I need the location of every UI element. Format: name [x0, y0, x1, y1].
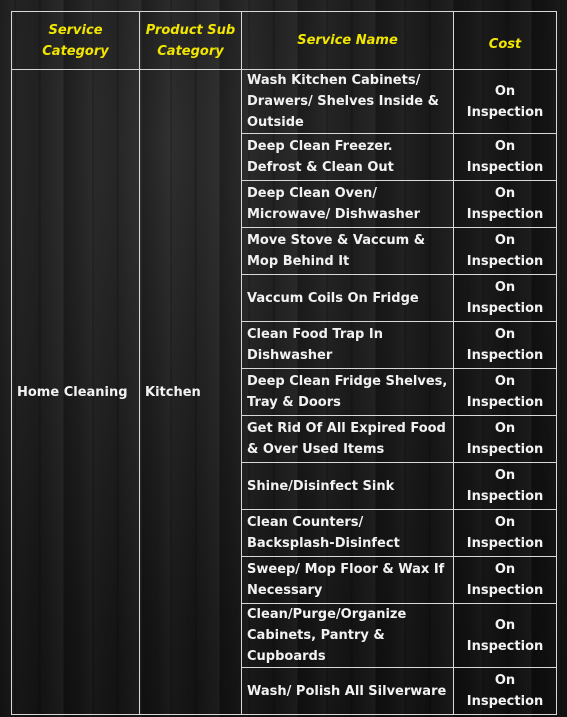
service-name-cell: Get Rid Of All Expired Food & Over Used Items — [242, 416, 454, 463]
service-name-cell: Deep Clean Freezer. Defrost & Clean Out — [242, 134, 454, 181]
service-name-cell: Vaccum Coils On Fridge — [242, 275, 454, 322]
service-category-cell: Home Cleaning — [12, 70, 140, 715]
service-name-cell: Deep Clean Fridge Shelves, Tray & Doors — [242, 369, 454, 416]
service-name-cell: Clean/Purge/Organize Cabinets, Pantry & Cupboards — [242, 604, 454, 668]
service-name-cell: Clean Counters/ Backsplash-Disinfect — [242, 510, 454, 557]
cost-cell: On Inspection — [454, 668, 557, 715]
header-service-name: Service Name — [242, 12, 454, 70]
cost-cell: On Inspection — [454, 510, 557, 557]
service-name-cell: Deep Clean Oven/ Microwave/ Dishwasher — [242, 181, 454, 228]
service-name-cell: Clean Food Trap In Dishwasher — [242, 322, 454, 369]
cost-cell: On Inspection — [454, 369, 557, 416]
services-table — [11, 11, 557, 715]
product-sub-category-cell: Kitchen — [140, 70, 242, 715]
service-name-cell: Shine/Disinfect Sink — [242, 463, 454, 510]
cost-cell: On Inspection — [454, 416, 557, 463]
header-product-sub-category: Product Sub Category — [140, 12, 242, 70]
cost-cell: On Inspection — [454, 604, 557, 668]
table-row — [12, 70, 557, 134]
service-name-cell: Wash Kitchen Cabinets/ Drawers/ Shelves Inside & Outside — [242, 70, 454, 134]
header-cost — [454, 12, 557, 70]
cost-cell: On Inspection — [454, 322, 557, 369]
cost-cell: On Inspection — [454, 557, 557, 604]
cost-cell: On Inspection — [454, 134, 557, 181]
service-name-cell: Move Stove & Vaccum & Mop Behind It — [242, 228, 454, 275]
cost-cell: On Inspection — [454, 275, 557, 322]
cost-cell: On Inspection — [454, 181, 557, 228]
header-service-category: Service Category — [12, 12, 140, 70]
table-header-row — [12, 12, 557, 70]
cost-cell: On Inspection — [454, 70, 557, 134]
header-cost-label: Cost — [488, 36, 522, 52]
cost-cell: On Inspection — [454, 463, 557, 510]
cost-cell: On Inspection — [454, 228, 557, 275]
service-name-cell: Sweep/ Mop Floor & Wax If Necessary — [242, 557, 454, 604]
service-name-cell: Wash/ Polish All Silverware — [242, 668, 454, 715]
